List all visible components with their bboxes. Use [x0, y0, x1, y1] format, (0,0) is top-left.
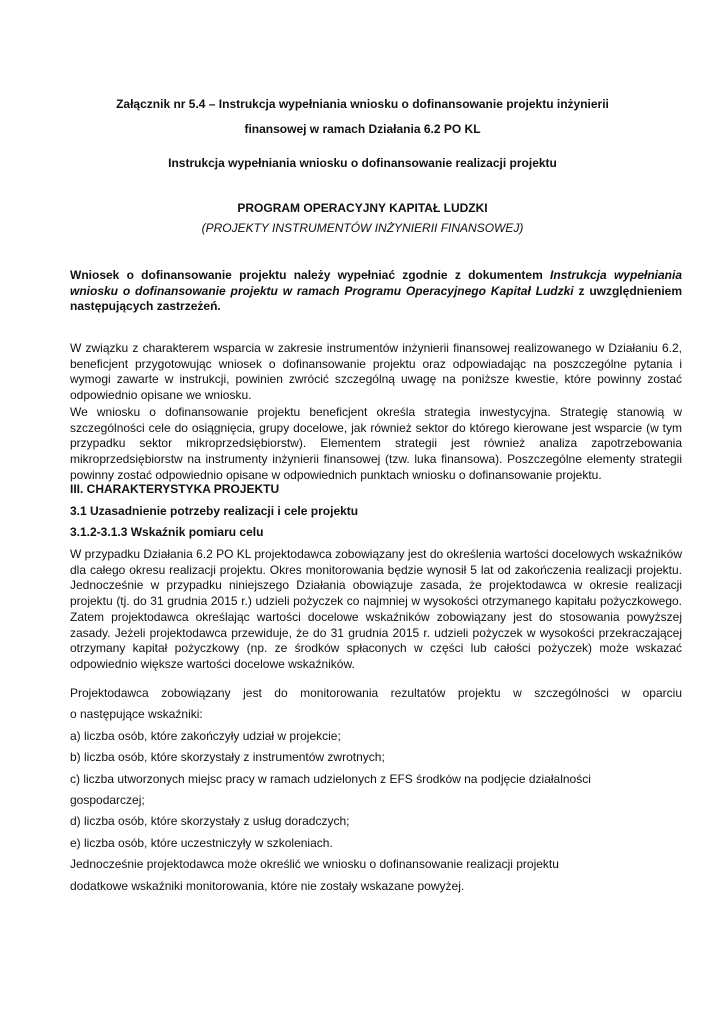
paragraph-indicators: W przypadku Działania 6.2 PO KL projektodawca zobowiązany jest do określenia wartości docelowych wskaźników dla całego okresu realizacji projektu. Okres monitorowania będzie wynosił 5 lat od zakończenia realizacji projektu. Jednocześnie w przypadku niniejszego Działania obowiązuje zasada, że projektodawca w okresie realizacji projektu (tj. do 31 grudnia 2015 r.) udzieli pożyczek co najmniej w wysokości otrzymanego kapitału pożyczkowego. Zatem projektodawca określając wartości docelowe wskaźników zobowiązany jest do stosowania powyższej zasady. Jeżeli projektodawca przewiduje, że do 31 grudnia 2015 r. udzieli pożyczek w wysokości przekraczającej otrzymany kapitał pożyczkowy (np. ze środków spłaconych w części lub całości pożyczek) może wskazać odpowiednio większe wartości docelowe wskaźników.: [70, 547, 682, 671]
monitoring-intro-1: Projektodawca zobowiązany jest do monitorowania rezultatów projektu w szczególności w oparciu: [70, 686, 682, 700]
program-name: PROGRAM OPERACYJNY KAPITAŁ LUDZKI: [237, 201, 488, 215]
heading-section-3-1-2: 3.1.2-3.1.3 Wskaźnik pomiaru celu: [70, 525, 264, 539]
monitoring-outro-2: dodatkowe wskaźniki monitorowania, które nie zostały wskazane powyżej.: [70, 878, 465, 893]
list-item-c-1: c) liczba utworzonych miejsc pracy w ramach udzielonych z EFS środków na podjęcie działalności: [70, 771, 591, 786]
list-item-a: a) liczba osób, które zakończyły udział w projekcie;: [70, 728, 341, 743]
paragraph-context: W związku z charakterem wsparcia w zakresie instrumentów inżynierii finansowej realizowanego w Działaniu 6.2, beneficjent przygotowując wniosek o dofinansowanie projektu oraz odpowiadając na poszczególne pytania i wymogi zawarte w instrukcji, powinien zwrócić szczególną uwagę na poniższe kwestie, które powinny zostać odpowiednio opisane we wniosku.: [70, 341, 682, 403]
program-subname: (PROJEKTY INSTRUMENTÓW INŻYNIERII FINANSOWEJ): [201, 221, 524, 235]
intro-part-3: z uwzględnieniem następujących zastrzeżeń.: [70, 283, 682, 314]
list-item-c-2: gospodarczej;: [70, 793, 145, 808]
heading-section-iii: III. CHARAKTERYSTYKA PROJEKTU: [70, 482, 280, 496]
list-item-d: d) liczba osób, które skorzystały z usług doradczych;: [70, 814, 350, 829]
monitoring-outro-1: Jednocześnie projektodawca może określić we wniosku o dofinansowanie realizacji projektu: [70, 857, 559, 872]
heading-section-3-1: 3.1 Uzasadnienie potrzeby realizacji i cele projektu: [70, 504, 359, 518]
title-line-1: Załącznik nr 5.4 – Instrukcja wypełniania wniosku o dofinansowanie projektu inżynierii: [116, 97, 609, 111]
monitoring-section: [70, 683, 682, 897]
monitoring-intro-2: o następujące wskaźniki:: [70, 707, 203, 722]
list-item-b: b) liczba osób, które skorzystały z instrumentów zwrotnych;: [70, 750, 385, 765]
intro-note: [70, 268, 682, 315]
document-subtitle: Instrukcja wypełniania wniosku o dofinansowanie realizacji projektu: [168, 156, 557, 170]
title-line-2: finansowej w ramach Działania 6.2 PO KL: [244, 122, 481, 136]
intro-part-1: Wniosek o dofinansowanie projektu należy wypełniać zgodnie z dokumentem: [70, 268, 551, 282]
paragraph-strategy: We wniosku o dofinansowanie projektu beneficjent określa strategia inwestycyjna. Strategię stanowią w szczególności cele do osiągnięcia, grupy docelowe, jak również sektor do którego kierowane jest wsparcie (w tym przypadku sektor mikroprzedsiębiorstw). Elementem strategii jest również analiza zapotrzebowania mikroprzedsiębiorstw na instrumenty inżynierii finansowej (tzw. luka finansowa). Poszczególne elementy strategii powinny zostać odpowiednio opisane w odpowiednich punktach wniosku o dofinansowanie projektu.: [70, 405, 682, 482]
intro-part-2: Instrukcja wypełniania wniosku o dofinansowanie projektu w ramach Programu Operacyjnego Kapitał Ludzki: [70, 268, 682, 298]
document-title: [90, 92, 635, 142]
list-item-e: e) liczba osób, które uczestniczyły w szkoleniach.: [70, 835, 333, 850]
